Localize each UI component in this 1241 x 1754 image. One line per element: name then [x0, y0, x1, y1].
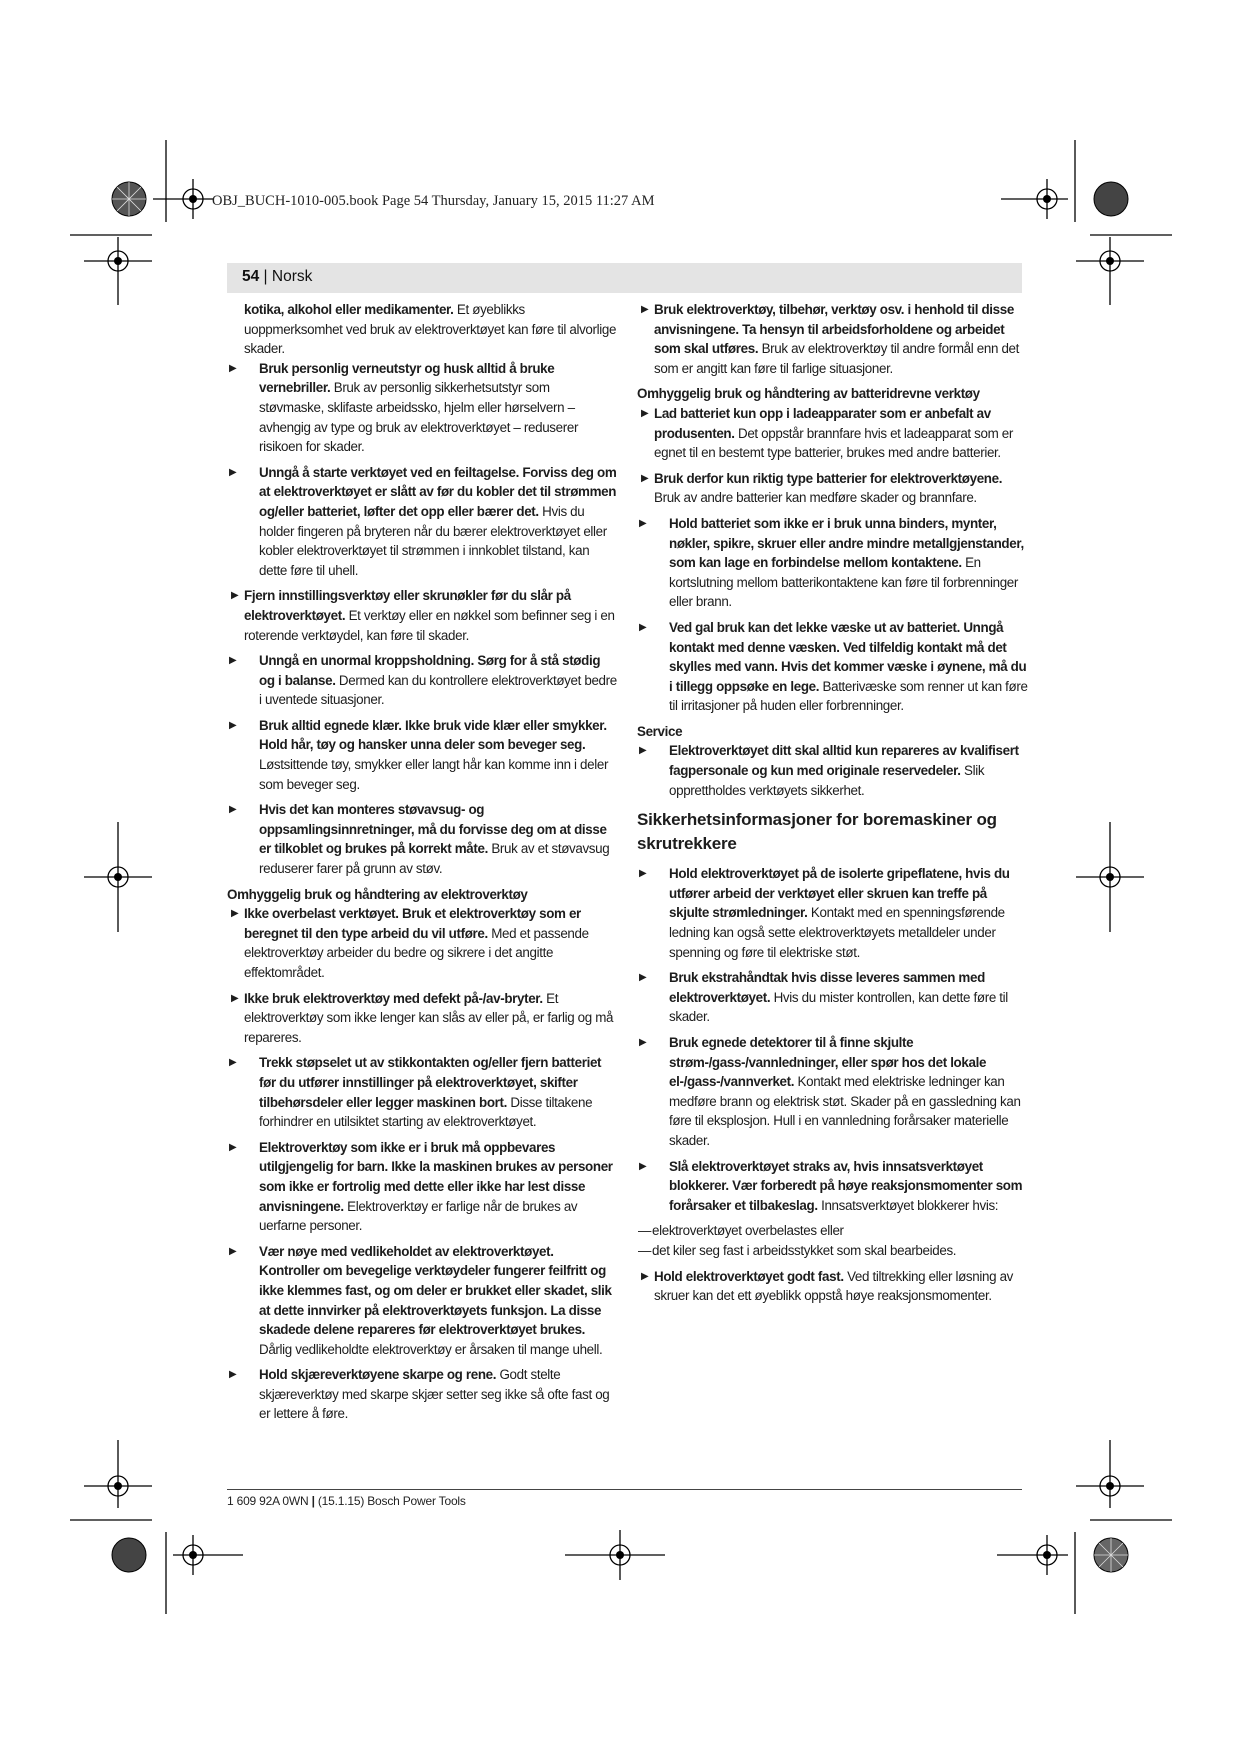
- bullet-icon: ▶: [641, 472, 649, 484]
- item-bold: Lad batteriet kun opp i ladeapparater som er anbefalt av produsenten.: [654, 405, 991, 441]
- dash-list: [637, 1221, 1030, 1260]
- intro-paragraph: [227, 300, 617, 359]
- bullet-icon: ▶: [229, 719, 237, 731]
- safety-item: [227, 586, 617, 645]
- item-bold: Bruk elektroverktøy, tilbehør, verktøy osv. i henhold til disse anvisningene. Ta hensyn til arbeidsforholdene og arbeidet som skal utføres.: [654, 302, 1014, 357]
- right-column: [637, 300, 1030, 1312]
- item-text: Elektroverktøy er farlige når de brukes av uerfarne personer.: [259, 1198, 578, 1234]
- bullet-icon: ▶: [229, 466, 237, 478]
- bullet-icon: ▶: [229, 1245, 237, 1257]
- safety-item: [637, 618, 1030, 716]
- safety-item: [637, 968, 1030, 1027]
- item-bold: Bruk alltid egnede klær. Ikke bruk vide klær eller smykker. Hold hår, tøy og hansker unna deler som beveger seg.: [259, 717, 607, 753]
- item-bold: Bruk personlig verneutstyr og husk alltid å bruke vernebriller.: [259, 360, 555, 396]
- safety-item: [637, 404, 1030, 463]
- footer-separator: |: [308, 1494, 318, 1508]
- bullet-icon: ▶: [231, 590, 239, 602]
- page-number: 54: [242, 268, 260, 285]
- bullet-icon: ▶: [229, 1141, 237, 1153]
- item-text: Hvis du mister kontrollen, kan dette føre til skader.: [669, 989, 1008, 1025]
- item-text: Det oppstår brannfare hvis et ladeapparat som er egnet til en bestemt type batterier, brukes med andre batterier.: [654, 425, 1013, 461]
- footer: [227, 1494, 466, 1508]
- bullet-icon: ▶: [229, 1057, 237, 1069]
- item-text: Bruk av personlig sikkerhetsutstyr som støvmaske, sklifaste arbeidssko, hjelm eller hørselvern – avhengig av type og bruk av elektroverktøyet – reduserer risikoen for skader.: [259, 380, 579, 455]
- item-text: Dermed kan du kontrollere elektroverktøyet bedre i uventede situasjoner.: [259, 672, 617, 708]
- item-text: Batterivæske som renner ut kan føre til irritasjoner på huden eller forbrenninger.: [669, 678, 1028, 714]
- intro-text: Et øyeblikks uoppmerksomhet ved bruk av elektroverktøyet kan føre til alvorlige skader.: [244, 302, 617, 357]
- left-items-a: [227, 359, 617, 879]
- item-text: Et verktøy eller en nøkkel som befinner seg i en roterende verktøydel, kan føre til skader.: [244, 607, 615, 643]
- item-bold: Ikke overbelast verktøyet. Bruk et elektroverktøy som er beregnet til den type arbeid du vil utføre.: [244, 906, 581, 941]
- item-text: Kontakt med en spenningsførende ledning kan også sette elektroverktøyets metalldeler under spenning og føre til elektriske støt.: [669, 905, 1005, 960]
- item-text: Bruk av elektroverktøy til andre formål enn det som er angitt kan føre til farlige situasjoner.: [654, 341, 1020, 376]
- bullet-icon: ▶: [639, 621, 647, 633]
- item-text: Løstsittende tøy, smykker eller langt hår kan komme inn i deler som beveger seg.: [259, 757, 609, 792]
- section-heading-battery: Omhyggelig bruk og håndtering av batteridrevne verktøy: [637, 386, 980, 402]
- safety-item: [227, 716, 617, 794]
- bullet-icon: ▶: [639, 517, 647, 529]
- safety-item: [227, 651, 617, 710]
- page-header: [242, 268, 312, 286]
- footer-code: 1 609 92A 0WN: [227, 1494, 309, 1508]
- bullet-icon: ▶: [639, 745, 647, 757]
- bullet-icon: ▶: [641, 407, 649, 419]
- bullet-icon: ▶: [231, 908, 239, 920]
- intro-bold: kotika, alkohol eller medikamenter.: [244, 302, 454, 317]
- header-language: Norsk: [271, 268, 313, 285]
- drill-safety-heading: Sikkerhetsinformasjoner for boremaskiner og skrutrekkere: [637, 810, 997, 854]
- safety-item: [227, 359, 617, 457]
- dash-item: — elektroverktøyet overbelastes eller: [638, 1223, 844, 1239]
- print-info-line: OBJ_BUCH-1010-005.book Page 54 Thursday, January 15, 2015 11:27 AM: [212, 193, 655, 209]
- left-items-b: [227, 904, 617, 1424]
- dash-item: — det kiler seg fast i arbeidsstykket som skal bearbeides.: [638, 1242, 957, 1258]
- item-text: Kontakt med elektriske ledninger kan medføre brann og elektrisk støt. Skader på en gassledning kan føre til eksplosjon. Hull i en vannledning forårsaker materielle skader.: [669, 1074, 1021, 1148]
- item-bold: Elektroverktøy som ikke er i bruk må oppbevares utilgjengelig for barn. Ikke la maskinen brukes av personer som ikke er fortrolig med dette eller ikke har lest disse anvisningene.: [259, 1139, 613, 1214]
- item-text: Dårlig vedlikeholdte elektroverktøy er årsaken til mange uhell.: [259, 1341, 603, 1357]
- safety-item: [637, 1033, 1030, 1151]
- right-items-b: [637, 404, 1030, 716]
- item-text: Et elektroverktøy som ikke lenger kan slås av eller på, er farlig og må repareres.: [244, 990, 614, 1045]
- safety-item: [637, 1157, 1030, 1216]
- bullet-icon: ▶: [639, 868, 647, 880]
- item-text: Disse tiltakene forhindrer en utilsiktet starting av elektroverktøyet.: [259, 1094, 593, 1130]
- item-text: Ved tiltrekking eller løsning av skruer kan det ett øyeblikk oppstå høye reaksjonsmomenter.: [654, 1268, 1014, 1304]
- bullet-icon: ▶: [229, 655, 237, 667]
- footer-rule: [227, 1489, 1022, 1490]
- item-bold: Unngå en unormal kroppsholdning. Sørg for å stå stødig og i balanse.: [259, 653, 601, 688]
- safety-item: [227, 1138, 617, 1236]
- item-bold: Bruk ekstrahåndtak hvis disse leveres sammen med elektroverktøyet.: [669, 970, 985, 1005]
- safety-item: [637, 864, 1030, 962]
- page-header-bar: [227, 263, 1022, 293]
- item-bold: Ved gal bruk kan det lekke væske ut av batteriet. Unngå kontakt med denne væsken. Ved tilfeldig kontakt må det skylles med vann. Hvis det kommer væske i øynene, må du i tillegg oppsøke en lege.: [669, 619, 1027, 694]
- service-item: ▶ Elektroverktøyet ditt skal alltid kun repareres av kvalifisert fagpersonale og kun med originale reservedeler. Slik opprettholdes verktøyets sikkerhet.: [639, 743, 1019, 798]
- bullet-icon: ▶: [639, 1037, 647, 1048]
- item-bold: Hold elektroverktøyet godt fast.: [654, 1268, 844, 1284]
- safety-item: [227, 463, 617, 581]
- header-separator: |: [259, 268, 272, 285]
- safety-item: [637, 514, 1030, 612]
- bullet-icon: ▶: [229, 1369, 237, 1381]
- bullet-icon: ▶: [641, 304, 649, 315]
- item-text: Hvis du holder fingeren på bryteren når du bærer elektroverktøyet eller kobler elektroverktøyet til strømmen i innkoblet tilstand, kan dette føre til uhell.: [259, 503, 607, 578]
- item-bold: Vær nøye med vedlikeholdet av elektroverktøyet. Kontroller om bevegelige verktøydeler fungerer feilfritt og ikke klemmes fast, og om deler er brukket eller skadet, slik at dette innvirker på elektroverktøyets funksjon. La disse skadede delene repareres før elektroverktøyet brukes.: [259, 1243, 612, 1338]
- right-items-a: [637, 300, 1030, 378]
- safety-item: [227, 989, 617, 1048]
- safety-item: [637, 300, 1030, 378]
- bullet-icon: ▶: [229, 804, 237, 816]
- item-text: Bruk av andre batterier kan medføre skader og brannfare.: [654, 490, 977, 506]
- item-bold: Bruk derfor kun riktig type batterier for elektroverktøyene.: [654, 470, 1003, 486]
- safety-item: [637, 469, 1030, 508]
- item-bold: Fjern innstillingsverktøy eller skrunøkler før du slår på elektroverktøyet.: [244, 588, 571, 623]
- right-items-d: [637, 1267, 1030, 1306]
- bullet-icon: ▶: [641, 1270, 649, 1282]
- item-bold: Hold elektroverktøyet på de isolerte gripeflatene, hvis du utfører arbeid der verktøyet eller skruen kan treffe på skjulte strømledninger.: [669, 866, 1010, 921]
- item-bold: Trekk støpselet ut av stikkontakten og/eller fjern batteriet før du utfører innstillinger på elektroverktøyet, skifter tilbehørsdeler eller legger maskinen bort.: [259, 1055, 602, 1110]
- item-bold: Hvis det kan monteres støvavsug- og oppsamlingsinnretninger, må du forvisse deg om at disse er tilkoblet og brukes på korrekt måte.: [259, 802, 607, 857]
- item-bold: Hold skjæreverktøyene skarpe og rene.: [259, 1367, 497, 1383]
- safety-item: [227, 800, 617, 878]
- item-bold: Hold batteriet som ikke er i bruk unna binders, mynter, nøkler, spikre, skruer eller andre mindre metallgjenstander, som kan lage en forbindelse mellom kontaktene.: [669, 515, 1024, 571]
- item-text: En kortslutning mellom batterikontaktene kan føre til forbrenninger eller brann.: [669, 555, 1019, 610]
- bullet-icon: ▶: [639, 1160, 647, 1172]
- item-text: Bruk av et støvavsug reduserer farer på grunn av støv.: [259, 841, 610, 877]
- safety-item: [227, 1242, 617, 1360]
- right-items-c: [637, 864, 1030, 1215]
- item-bold: Bruk egnede detektorer til å finne skjulte strøm-/gass-/vannledninger, eller spør hos det lokale el-/gass-/vannverket.: [669, 1035, 987, 1090]
- safety-item: [227, 1365, 617, 1424]
- item-text: Godt stelte skjæreverktøy med skarpe skjær setter seg ikke så ofte fast og er lettere å føre.: [259, 1367, 610, 1422]
- section-heading-handling: Omhyggelig bruk og håndtering av elektroverktøy: [227, 886, 528, 902]
- bullet-icon: ▶: [639, 972, 647, 984]
- footer-date-brand: (15.1.15) Bosch Power Tools: [317, 1494, 466, 1508]
- bullet-icon: ▶: [229, 362, 237, 374]
- item-bold: Ikke bruk elektroverktøy med defekt på-/av-bryter.: [244, 990, 543, 1006]
- section-heading-service: Service: [637, 723, 683, 739]
- item-text: Innsatsverktøyet blokkerer hvis:: [817, 1197, 999, 1213]
- safety-item: [227, 904, 617, 982]
- item-text: Med et passende elektroverktøy arbeider du bedre og sikrere i det angitte effektområdet.: [244, 925, 589, 980]
- item-bold: Slå elektroverktøyet straks av, hvis innsatsverktøyet blokkerer. Vær forberedt på høye reaksjonsmomenter som forårsaker et tilbakeslag.: [669, 1158, 1023, 1213]
- bullet-icon: ▶: [231, 992, 239, 1004]
- safety-item: [637, 1267, 1030, 1306]
- safety-item: [227, 1053, 617, 1131]
- item-bold: Unngå å starte verktøyet ved en feiltagelse. Forviss deg om at elektroverktøyet er slått av før du kobler det til strømmen og/eller batteriet, løfter det opp eller bærer det.: [259, 464, 617, 519]
- left-column: [227, 300, 617, 1430]
